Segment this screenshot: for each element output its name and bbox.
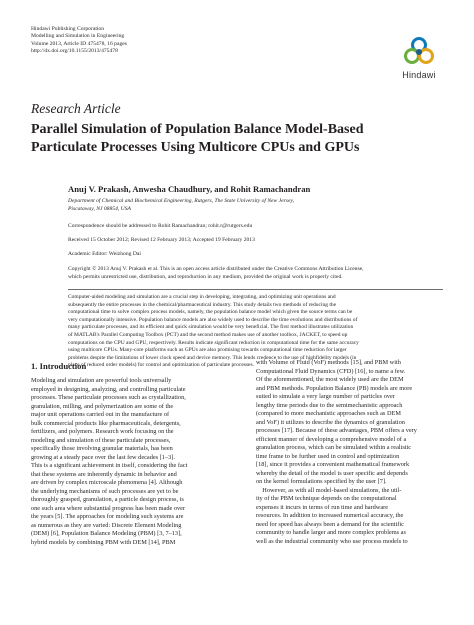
abstract-line: of MATLAB's Parallel Computing Toolbox (PCT) and the second method makes use of another toolbox, JACKET, to speed up	[68, 331, 348, 338]
title-line: Parallel Simulation of Population Balance Model-Based	[31, 122, 364, 137]
body-line: efficient manner of developing a comprehensive model of a	[256, 435, 407, 443]
body-line: community to handle larger and more complex problems as	[256, 529, 406, 536]
body-column-left	[31, 377, 237, 547]
body-line: fertilizers, and polymers. Research work focusing on the	[31, 428, 174, 435]
body-column-right	[256, 359, 446, 546]
journal-header	[31, 26, 127, 56]
abstract-line: computational time to solve complex process models, namely, the population balance model which given the source terms can be	[68, 309, 353, 316]
body-line: time frame to be further used in control and optimization	[256, 452, 400, 460]
body-line: However, as with all model-based simulations, the util-	[256, 486, 402, 494]
body-line: suited to simulate a very large number of particles over	[256, 393, 395, 400]
abstract-top-rule	[68, 289, 443, 290]
body-line: and PBM methods. Population Balance (PB) models are more	[256, 384, 413, 392]
author-list: Anuj V. Prakash, Anwesha Chaudhury, and Rohit Ramachandran	[68, 184, 311, 194]
abstract-line: using multicore CPUs. Many-core platforms such as GPUs are also promising towards computational time reduction for larger	[68, 347, 347, 354]
body-line: processes [17]. Because of these advantages, PBM offers a very	[256, 427, 417, 434]
header-line: Hindawi Publishing Corporation	[31, 26, 105, 32]
body-line: resources. In addition to increased numerical accuracy, the	[256, 512, 404, 519]
body-line: hybrid models by combining PBM with DEM [14], PBM	[31, 538, 176, 546]
body-line: well as the industrial community who use process models to	[256, 537, 408, 545]
abstract-line: Computer-aided modeling and simulation are a crucial step in developing, integrating, and optimizing unit operations and	[68, 294, 336, 300]
abstract-line: problems despite the limitations of lower clock speed and device memory. This lends credence to the use of highfidelity models (in	[68, 354, 357, 361]
body-line: ity of the PBM technique depends on the computational	[256, 495, 397, 502]
body-line: bulk commercial products like pharmaceuticals, detergents,	[31, 419, 181, 427]
hindawi-logo-icon	[403, 36, 435, 68]
body-line: the underlying mechanisms of such processes are yet to be	[31, 487, 179, 495]
title-line: Particulate Processes Using Multicore CPUs and GPUs	[31, 139, 360, 155]
hindawi-logo	[394, 36, 444, 80]
logo-wordmark: Hindawi	[402, 70, 436, 80]
body-line: the years [5]. The approaches for modeling such systems are	[31, 513, 184, 520]
affiliation	[68, 198, 448, 213]
body-line: Modeling and simulation are powerful tools universally	[31, 377, 172, 384]
body-line: [18], since it provides a convenient mathematical framework	[256, 461, 410, 468]
body-line: whereby the detail of the model is user specific and depends	[256, 469, 408, 477]
doi-link[interactable]: http://dx.doi.org/10.1155/2013/475478	[31, 48, 118, 55]
article-type: Research Article	[31, 101, 121, 116]
body-line: thoroughly grasped, granulation, a particle design process, is	[31, 496, 184, 503]
copyright-line: which permits unrestricted use, distribution, and reproduction in any medium, provided the original work is properly cited.	[68, 273, 343, 280]
body-line: Of the aforementioned, the most widely used are the DEM	[256, 376, 404, 383]
abstract-line: place of reduced order models) for control and optimization of particulate processes.	[68, 362, 255, 369]
body-line: employed in designing, analyzing, and controlling particulate	[31, 385, 186, 393]
body-line: with Volume of Fluid (VoF) methods [15], and PBM with	[256, 359, 401, 366]
body-line: as numerous as they are varied: Discrete Element Modeling	[31, 521, 182, 529]
body-line: processes. These particulate processes such as crystallization,	[31, 394, 186, 401]
body-line: major unit operations carried out in the manufacture of	[31, 411, 170, 418]
header-line: Modelling and Simulation in Engineering	[31, 33, 125, 40]
abstract-line: computations on the CPU and GPU, respectively. Results indicate significant reduction in computational time for the same accuracy	[68, 339, 359, 346]
body-line: one such area where substantial progress has been made over	[31, 504, 186, 512]
body-line: (DEM) [6], Population Balance Modeling (PBM) [3, 7–13],	[31, 530, 182, 537]
body-line: and VoF) it utilizes to describe the dynamics of granulation	[256, 418, 405, 426]
body-line: need for speed has always been a demand for the scientific	[256, 520, 404, 528]
section-heading: 1. Introduction	[31, 361, 87, 371]
header-line: Volume 2013, Article ID 475478, 16 pages	[31, 40, 127, 47]
affiliation-line: Piscataway, NJ 08854, USA	[68, 205, 131, 212]
correspondence: Correspondence should be addressed to Rohit Ramachandran; rohit.r@rutgers.edu	[68, 223, 253, 229]
body-line: growing at a steady pace over the last few decades [1–3].	[31, 453, 175, 461]
abstract-line: very computationally intensive. Population balance models are also widely used to describe the time evolutions and distributions of	[68, 316, 358, 323]
body-line: granulation process, which can be simulated within a realistic	[256, 444, 412, 451]
body-line: This is a significant achievement in itself, considering the fact	[31, 462, 188, 469]
copyright-notice	[68, 266, 448, 282]
body-line: modeling and simulation of these particulate processes,	[31, 436, 171, 444]
body-line: specifically those involving granular materials, has been	[31, 445, 173, 452]
paper-title	[31, 121, 441, 156]
body-line: lengthy time periods due to the semimechanistic approach	[256, 401, 403, 409]
body-line: on the kernel formulations specified by the user [7].	[256, 478, 387, 485]
abstract-line: many particulate processes, and its efficient and quick simulation would be very beneficial. The first method illustrates utilization	[68, 324, 354, 331]
article-dates: Received 15 October 2012; Revised 12 February 2013; Accepted 19 February 2013	[68, 237, 255, 243]
body-line: that these systems are inherently dynamic in behavior and	[31, 470, 177, 478]
body-line: Computational Fluid Dynamics (CFD) [16], to name a few.	[256, 367, 406, 375]
copyright-line: Copyright © 2013 Anuj V. Prakash et al. This is an open access article distributed under the Creative Commons Attribution License,	[68, 266, 364, 272]
body-line: are driven by complex microscale phenomena [4]. Although	[31, 479, 183, 486]
body-line: expenses it incurs in terms of run time and hardware	[256, 503, 389, 511]
abstract-line: subsequently the entire processes in the chemical/pharmaceutical industry. This study details two methods of reducing the	[68, 301, 337, 308]
academic-editor: Academic Editor: Weizhong Dai	[68, 251, 141, 257]
affiliation-line: Department of Chemical and Biochemical Engineering, Rutgers, The State University of New Jersey,	[68, 198, 295, 204]
body-line: granulation, milling, and polymerization are some of the	[31, 402, 174, 410]
body-line: (compared to more mechanistic approaches such as DEM	[256, 410, 401, 417]
